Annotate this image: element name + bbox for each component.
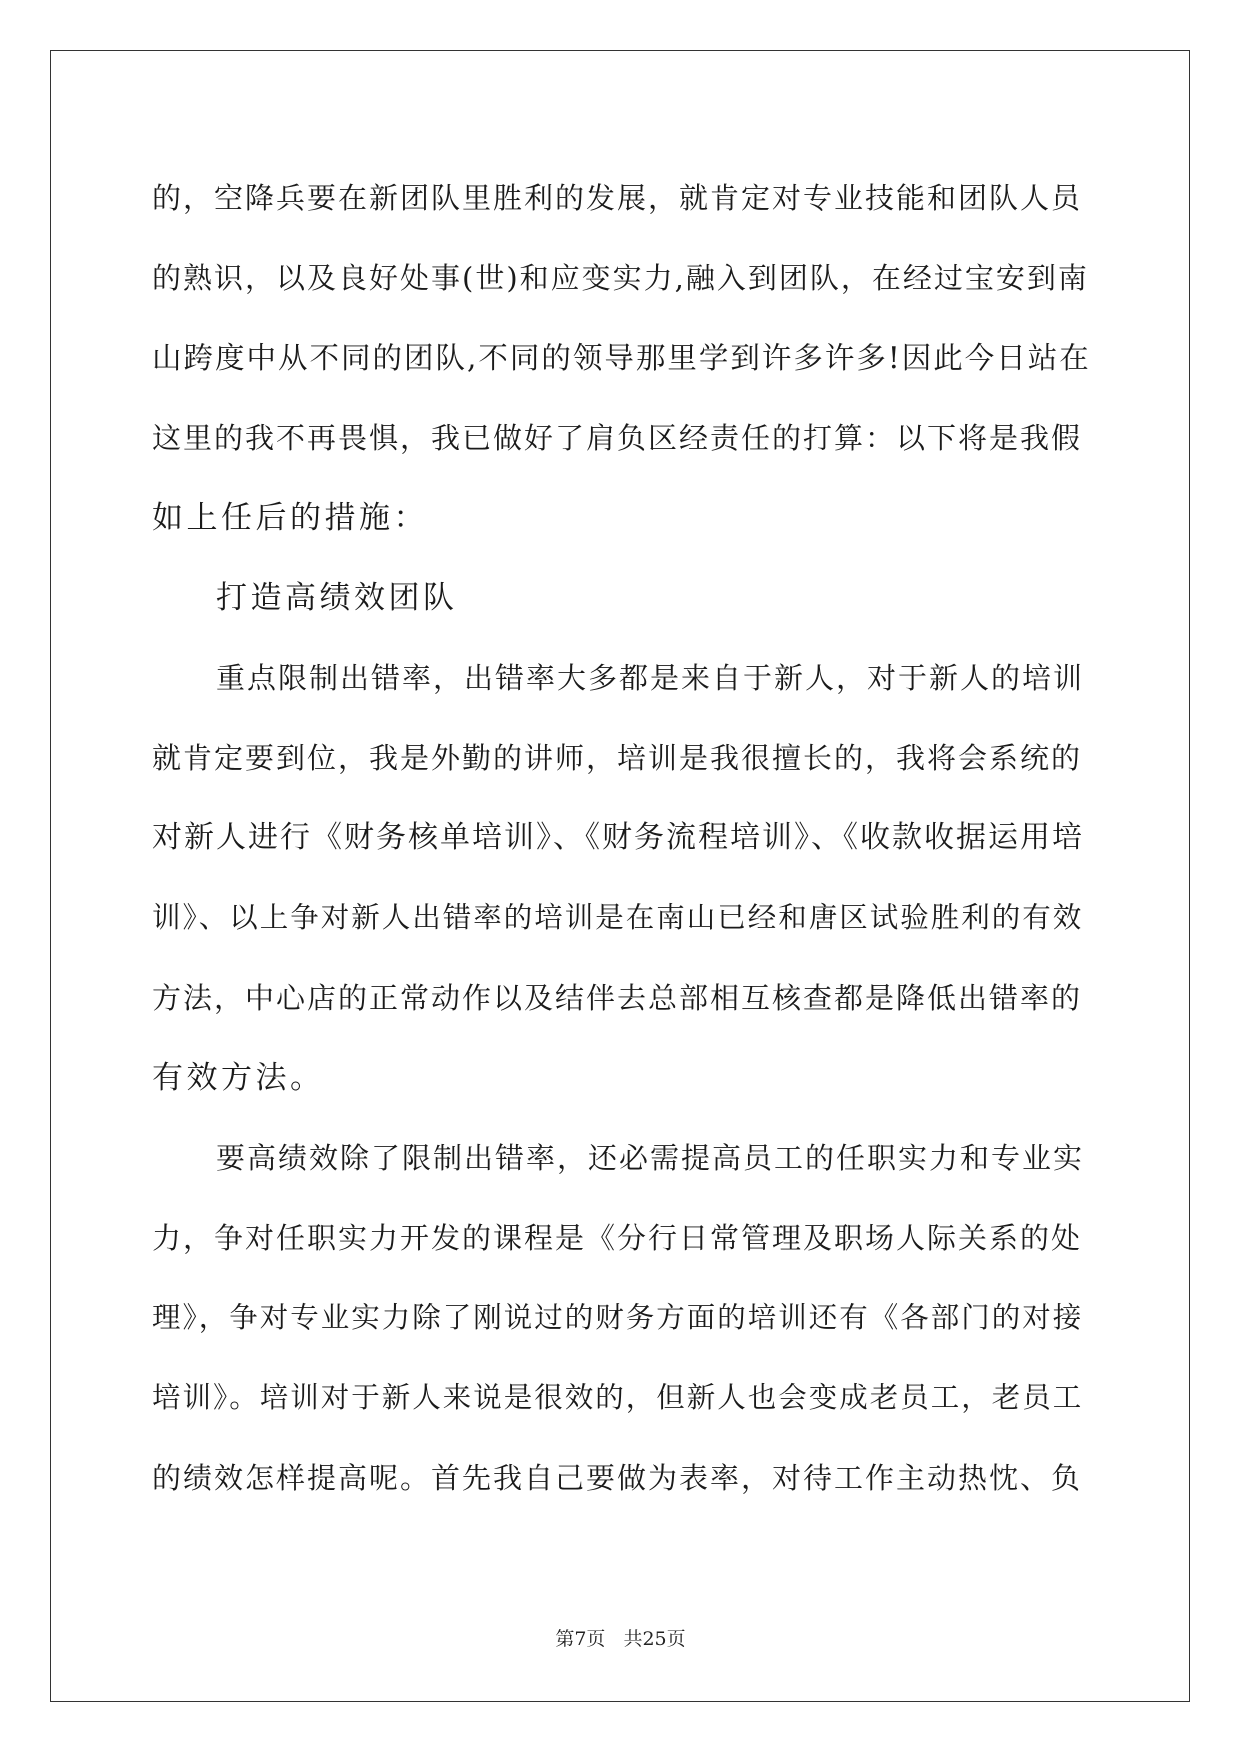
text-line: 有效方法。 [152, 1060, 325, 1096]
text-line: 就肯定要到位，我是外勤的讲师，培训是我很擅长的，我将会系统的 [152, 741, 1083, 775]
text-line: 方法，中心店的正常动作以及结伴去总部相互核查都是降低出错率的 [152, 981, 1083, 1015]
text-line: 力，争对任职实力开发的课程是《分行日常管理及职场人际关系的处 [152, 1221, 1083, 1255]
text-line: 训》、以上争对新人出错率的培训是在南山已经和唐区试验胜利的有效 [152, 901, 1084, 934]
text-line: 理》，争对专业实力除了刚说过的财务方面的培训还有《各部门的对接 [152, 1301, 1084, 1334]
page-number: 第7页 [555, 1628, 606, 1650]
text-line: 山跨度中从不同的团队,不同的领导那里学到许多许多!因此今日站在 [152, 341, 1091, 375]
document-body [152, 158, 1092, 1518]
text-line: 的，空降兵要在新团队里胜利的发展，就肯定对专业技能和团队人员 [152, 181, 1083, 215]
text-line: 要高绩效除了限制出错率，还必需提高员工的任职实力和专业实 [216, 1141, 1085, 1175]
text-line: 如上任后的措施： [152, 500, 428, 536]
text-line: 的绩效怎样提高呢。首先我自己要做为表率，对待工作主动热忱、负 [152, 1461, 1083, 1495]
text-line: 对新人进行《财务核单培训》、《财务流程培训》、《收款收据运用培 [152, 820, 1084, 855]
text-line: 重点限制出错率，出错率大多都是来自于新人，对于新人的培训 [216, 661, 1085, 695]
text-line: 的熟识，以及良好处事(世)和应变实力,融入到团队，在经过宝安到南 [152, 261, 1089, 295]
page-footer [0, 1624, 1241, 1651]
section-heading: 打造高绩效团队 [216, 580, 458, 616]
text-line: 培训》。培训对于新人来说是很效的，但新人也会变成老员工，老员工 [152, 1381, 1084, 1414]
page-total: 共25页 [623, 1628, 686, 1650]
text-line: 这里的我不再畏惧，我已做好了肩负区经责任的打算：以下将是我假 [152, 421, 1083, 455]
